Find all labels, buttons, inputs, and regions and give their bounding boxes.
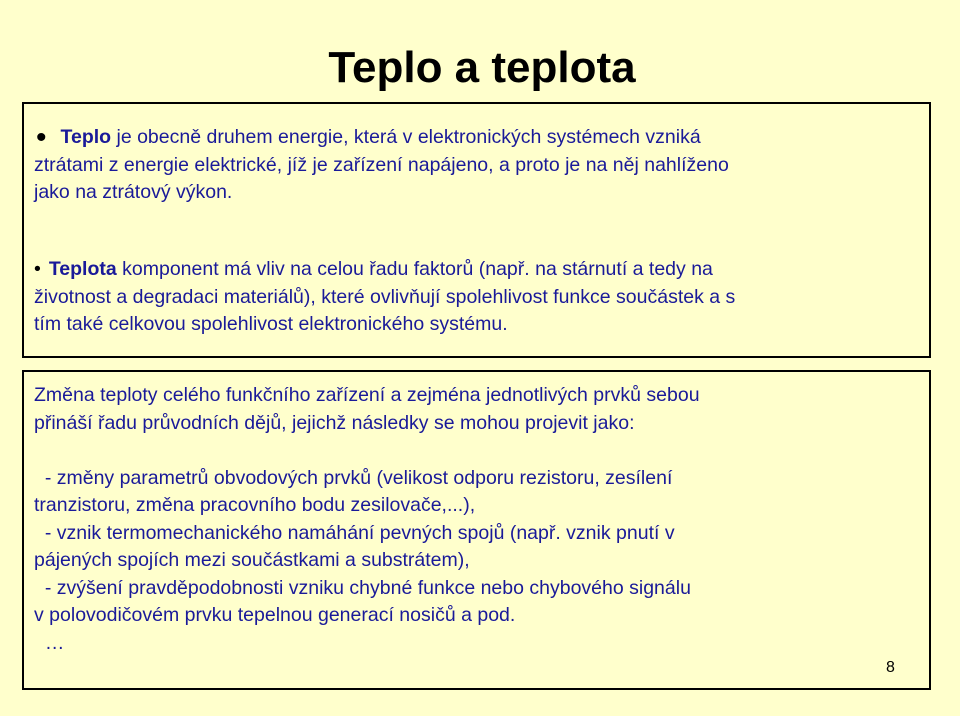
- paragraph-teplota-line2: životnost a degradaci materiálů), které ovlivňují spolehlivost funkce součástek a s: [34, 285, 736, 308]
- effects-line: v polovodičovém prvku tepelnou generací nosičů a pod.: [34, 604, 516, 626]
- bullet-icon: •: [36, 121, 47, 154]
- paragraph-teplo-line3: jako na ztrátový výkon.: [34, 181, 233, 203]
- paragraph-teplo-line2: ztrátami z energie elektrické, jíž je zařízení napájeno, a proto je na něj nahlíženo: [34, 153, 729, 176]
- effects-line: - zvýšení pravděpodobnosti vzniku chybné funkce nebo chybového signálu: [34, 576, 691, 599]
- paragraph-teplo-line1: je obecně druhem energie, která v elektronických systémech vzniká: [111, 126, 701, 148]
- intro-box: [22, 102, 931, 358]
- slide-title: [0, 40, 960, 96]
- effects-line: Změna teploty celého funkčního zařízení a zejména jednotlivých prvků sebou: [34, 384, 700, 406]
- effects-line-gap: [34, 437, 919, 465]
- paragraph-teplota-line1: komponent má vliv na celou řadu faktorů (např. na stárnutí a tedy na: [116, 258, 713, 280]
- effects-box: [22, 370, 931, 690]
- paragraph-teplo: [34, 121, 914, 207]
- effects-line: pájených spojích mezi součástkami a substrátem),: [34, 549, 470, 571]
- effects-line: tranzistoru, změna pracovního bodu zesilovače,...),: [34, 494, 476, 516]
- slide-title-text: Teplo a teplota: [328, 43, 636, 92]
- paragraph-teplota-line3: tím také celkovou spolehlivost elektronického systému.: [34, 313, 508, 335]
- paragraph-teplota: [34, 256, 914, 339]
- keyword-teplo: Teplo: [60, 126, 112, 148]
- effects-line: …: [34, 631, 65, 654]
- page-number: 8: [886, 659, 895, 676]
- effects-line: - vznik termomechanického namáhání pevných spojů (např. vznik pnutí v: [34, 521, 675, 544]
- keyword-teplota: Teplota: [48, 258, 117, 280]
- effects-text: [34, 382, 919, 657]
- bullet-icon: •: [34, 258, 41, 280]
- effects-line: - změny parametrů obvodových prvků (velikost odporu rezistoru, zesílení: [34, 466, 673, 489]
- effects-line: přináší řadu průvodních dějů, jejichž následky se mohou projevit jako:: [34, 411, 635, 434]
